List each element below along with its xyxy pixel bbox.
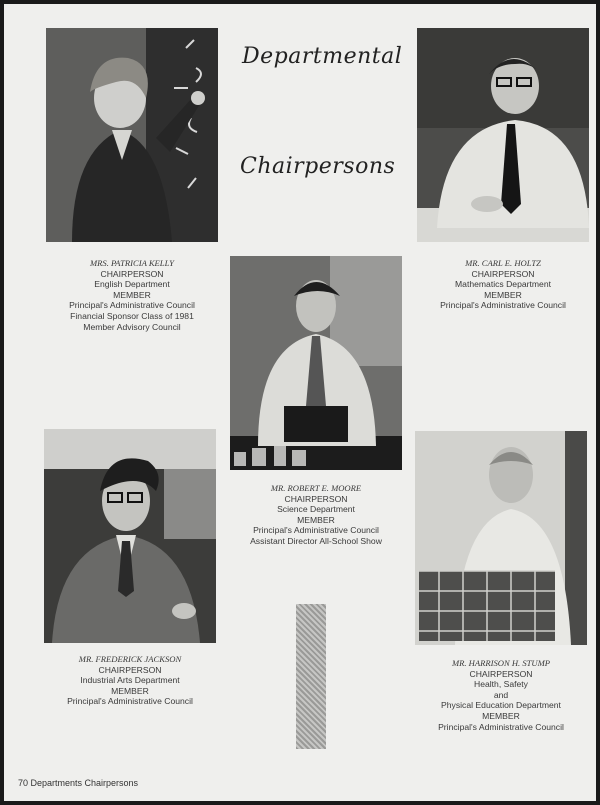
photo-science-chair <box>230 256 402 470</box>
caption-line: Principal's Administrative Council <box>67 696 193 707</box>
photo-english-chair <box>46 28 218 242</box>
title-line-2: Chairpersons <box>240 154 396 179</box>
caption-line: MEMBER <box>482 710 520 721</box>
caption-line: Financial Sponsor Class of 1981 <box>70 310 194 321</box>
caption-line: CHAIRPERSON <box>284 493 348 504</box>
caption-line: MEMBER <box>113 289 151 300</box>
caption-line: Assistant Director All-School Show <box>250 535 382 546</box>
person-name: MR. HARRISON H. STUMP <box>451 658 551 668</box>
caption-line: Principal's Administrative Council <box>438 721 564 732</box>
caption-line: CHAIRPERSON <box>98 664 162 675</box>
caption-line: MEMBER <box>297 514 335 525</box>
caption-line: English Department <box>94 279 170 290</box>
person-name: MR. ROBERT E. MOORE <box>270 483 362 493</box>
caption-line: Mathematics Department <box>455 279 551 290</box>
photo-health-pe-chair <box>415 431 587 645</box>
photo-industrial-arts-chair <box>44 429 216 643</box>
caption-line: MEMBER <box>484 289 522 300</box>
caption-line: Principal's Administrative Council <box>253 525 379 536</box>
caption-line: and <box>493 689 509 700</box>
caption-line: CHAIRPERSON <box>469 668 533 679</box>
caption-industrial-arts-chair <box>42 654 218 707</box>
caption-science-chair <box>226 483 406 547</box>
page-footer: 70 Departments Chairpersons <box>18 778 139 788</box>
caption-line: Science Department <box>277 504 355 515</box>
caption-line: Industrial Arts Department <box>80 675 180 686</box>
caption-line: MEMBER <box>111 685 149 696</box>
photo-mathematics-chair <box>417 28 589 242</box>
caption-line: Member Advisory Council <box>83 321 181 332</box>
caption-line: Health, Safety <box>474 679 528 690</box>
person-name: MR. CARL E. HOLTZ <box>465 258 541 268</box>
caption-health-pe-chair <box>411 658 591 732</box>
decorative-hatched-bar <box>296 604 326 749</box>
yearbook-page <box>4 4 596 801</box>
caption-line: Principal's Administrative Council <box>69 300 195 311</box>
caption-line: Principal's Administrative Council <box>440 300 566 311</box>
caption-line: CHAIRPERSON <box>100 268 164 279</box>
caption-english-chair <box>46 258 218 332</box>
caption-mathematics-chair <box>417 258 589 311</box>
title-line-1: Departmental <box>242 44 403 69</box>
caption-line: CHAIRPERSON <box>471 268 535 279</box>
caption-line: Physical Education Department <box>441 700 561 711</box>
person-name: MR. FREDERICK JACKSON <box>78 654 182 664</box>
person-name: MRS. PATRICIA KELLY <box>90 258 174 268</box>
